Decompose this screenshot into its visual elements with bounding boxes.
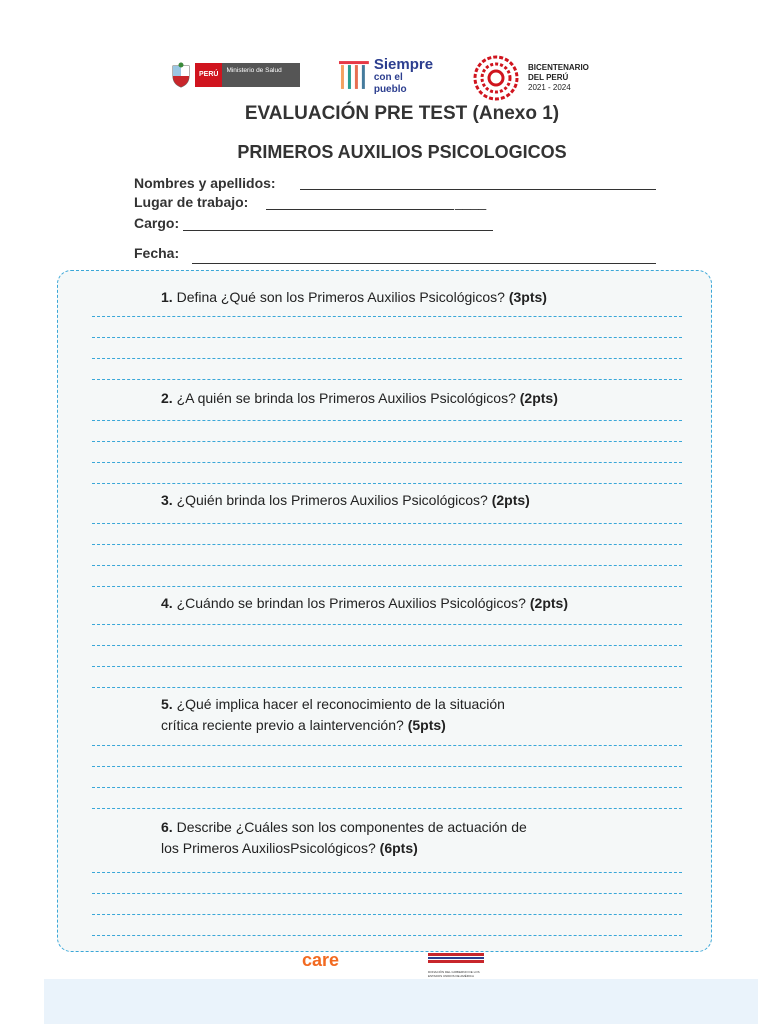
role-field[interactable] xyxy=(183,230,493,231)
answer-line[interactable] xyxy=(92,914,682,915)
question-number: 2. xyxy=(161,390,173,406)
question-points: (3pts) xyxy=(508,289,547,305)
colored-bars-icon xyxy=(338,59,370,93)
question-text: ¿Cuándo se brindan los Primeros Auxilios Psicológicos? xyxy=(176,595,526,611)
slogan-line-2: con el pueblo xyxy=(373,71,407,95)
slogan-line-1: Siempre xyxy=(373,55,434,73)
answer-line[interactable] xyxy=(92,935,682,936)
flag-stripes-icon xyxy=(428,953,484,965)
question-3 xyxy=(161,490,530,511)
answer-line[interactable] xyxy=(92,316,682,317)
answer-line[interactable] xyxy=(92,586,682,587)
workplace-label: Lugar de trabajo: xyxy=(134,194,249,210)
question-number: 4. xyxy=(161,595,173,611)
question-text: ¿Quién brinda los Primeros Auxilios Psicológicos? xyxy=(176,492,488,508)
role-label: Cargo: xyxy=(134,215,180,231)
minsa-logo xyxy=(170,62,300,88)
question-text-line-2: los Primeros AuxiliosPsicológicos? xyxy=(161,840,376,856)
usaid-logo xyxy=(428,952,484,978)
answer-line[interactable] xyxy=(92,687,682,688)
question-4 xyxy=(161,593,568,614)
answer-line[interactable] xyxy=(92,766,682,767)
bicentenario-years: 2021 - 2024 xyxy=(528,83,571,92)
name-field[interactable] xyxy=(300,189,656,190)
answer-line[interactable] xyxy=(92,483,682,484)
peru-coat-of-arms-icon xyxy=(170,62,192,88)
answer-line[interactable] xyxy=(92,337,682,338)
question-points: (2pts) xyxy=(491,492,530,508)
page-subtitle: PRIMEROS AUXILIOS PSICOLOGICOS xyxy=(237,142,567,162)
answer-line[interactable] xyxy=(92,462,682,463)
bicentenario-emblem-icon xyxy=(470,52,522,104)
usaid-text: DONACIÓN DEL GOBIERNO DE LOS ESTADOS UNIDOS DE AMÉRICA xyxy=(428,970,480,978)
question-text-line-2: crítica reciente previo a laintervención? xyxy=(161,717,404,733)
bicentenario-logo xyxy=(470,52,605,104)
question-number: 1. xyxy=(161,289,173,305)
answer-line[interactable] xyxy=(92,808,682,809)
question-1 xyxy=(161,287,547,308)
answer-line[interactable] xyxy=(92,441,682,442)
question-text: Defina ¿Qué son los Primeros Auxilios Psicológicos? xyxy=(176,289,505,305)
answer-line[interactable] xyxy=(92,565,682,566)
question-points: (2pts) xyxy=(529,595,568,611)
question-points: (2pts) xyxy=(519,390,558,406)
ministry-label: Ministerio de Salud xyxy=(222,63,300,87)
answer-line[interactable] xyxy=(92,624,682,625)
answer-line[interactable] xyxy=(92,358,682,359)
workplace-field-tail: ____ xyxy=(455,194,487,210)
answer-line[interactable] xyxy=(92,893,682,894)
question-number: 6. xyxy=(161,819,173,835)
question-5 xyxy=(161,694,505,736)
answer-line[interactable] xyxy=(92,523,682,524)
workplace-field[interactable] xyxy=(266,209,454,210)
siempre-con-el-pueblo-logo xyxy=(338,55,438,95)
answer-line[interactable] xyxy=(92,745,682,746)
question-text: ¿A quién se brinda los Primeros Auxilios Psicológicos? xyxy=(176,390,516,406)
answer-line[interactable] xyxy=(92,420,682,421)
question-number: 5. xyxy=(161,696,173,712)
name-label: Nombres y apellidos: xyxy=(134,175,276,191)
peru-label: PERÚ xyxy=(195,63,222,87)
answer-line[interactable] xyxy=(92,645,682,646)
question-points: (5pts) xyxy=(407,717,446,733)
bicentenario-line-2: DEL PERÚ xyxy=(528,73,569,82)
question-number: 3. xyxy=(161,492,173,508)
answer-line[interactable] xyxy=(92,666,682,667)
question-text: ¿Qué implica hacer el reconocimiento de la situación xyxy=(176,696,505,712)
question-points: (6pts) xyxy=(379,840,418,856)
answer-line[interactable] xyxy=(92,379,682,380)
question-text: Describe ¿Cuáles son los componentes de actuación de xyxy=(176,819,527,835)
question-6 xyxy=(161,817,527,859)
answer-line[interactable] xyxy=(92,544,682,545)
page-title: EVALUACIÓN PRE TEST (Anexo 1) xyxy=(244,103,560,124)
date-field[interactable] xyxy=(192,263,656,264)
answer-line[interactable] xyxy=(92,787,682,788)
question-2 xyxy=(161,388,558,409)
answer-line[interactable] xyxy=(92,872,682,873)
care-logo-text: care xyxy=(302,950,340,970)
bicentenario-line-1: BICENTENARIO xyxy=(528,63,589,72)
date-label: Fecha: xyxy=(134,245,180,261)
care-logo xyxy=(302,950,382,968)
footer-band xyxy=(44,979,758,1024)
